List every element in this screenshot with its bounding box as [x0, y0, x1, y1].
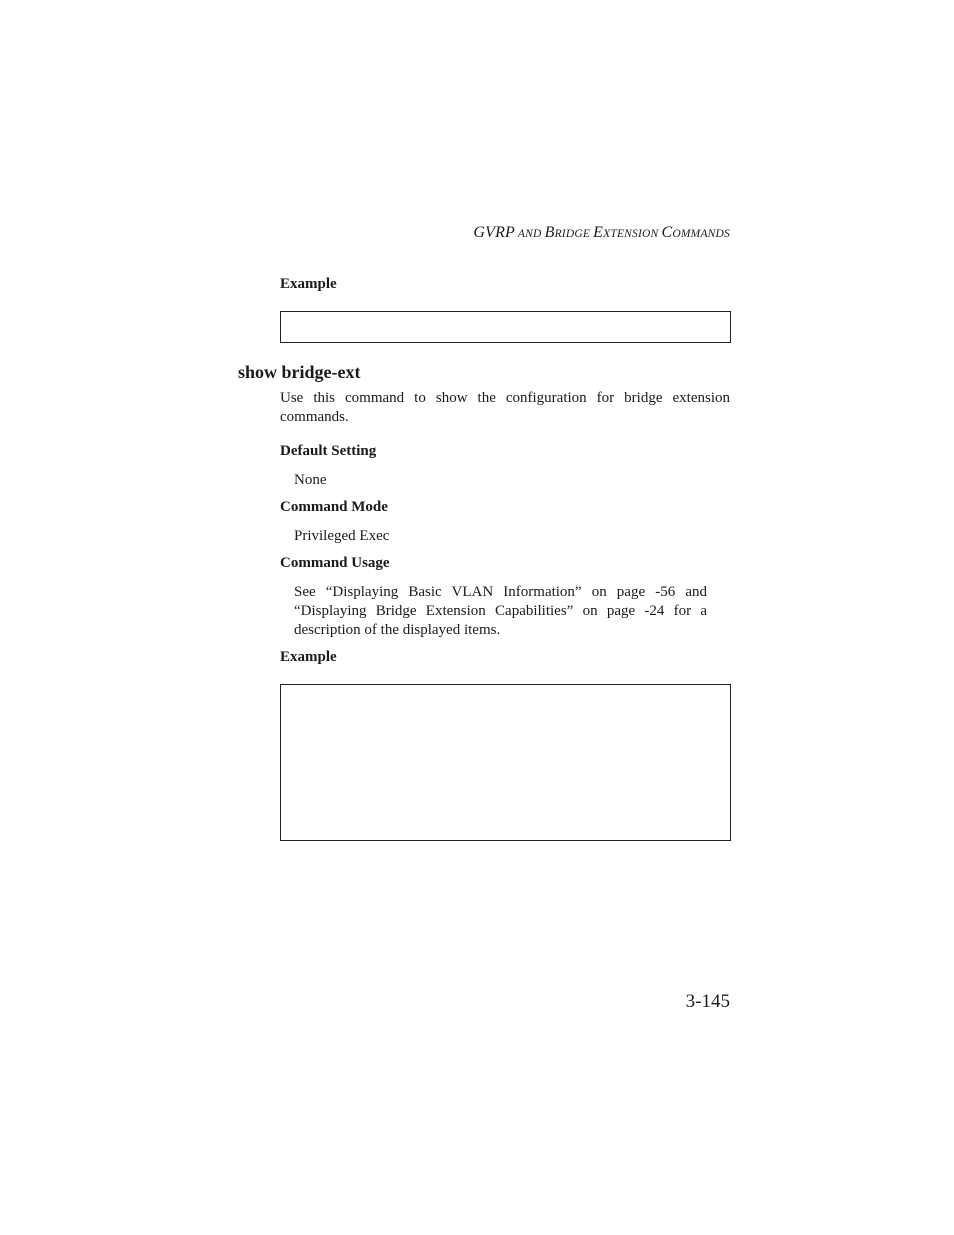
running-header: GVRP AND BRIDGE EXTENSION COMMANDS	[473, 224, 730, 241]
example-heading: Example	[280, 276, 337, 292]
example-code-box	[280, 311, 731, 343]
page-number: 3-145	[685, 991, 730, 1012]
example-code-box-2	[280, 684, 731, 841]
command-mode-value: Privileged Exec	[294, 528, 390, 544]
default-setting-value: None	[294, 472, 327, 488]
default-setting-heading: Default Setting	[280, 443, 377, 459]
command-mode-heading: Command Mode	[280, 499, 388, 515]
section-title: show bridge-ext	[238, 362, 361, 382]
command-usage-heading: Command Usage	[280, 555, 390, 571]
example-heading-2: Example	[280, 649, 337, 665]
section-description: Use this command to show the configuration for bridge extension commands.	[280, 390, 730, 425]
command-usage-text: See “Displaying Basic VLAN Information” on page -56 and “Displaying Bridge Extension Capabilities” on page -24 for a description of the displayed items.	[294, 584, 707, 638]
